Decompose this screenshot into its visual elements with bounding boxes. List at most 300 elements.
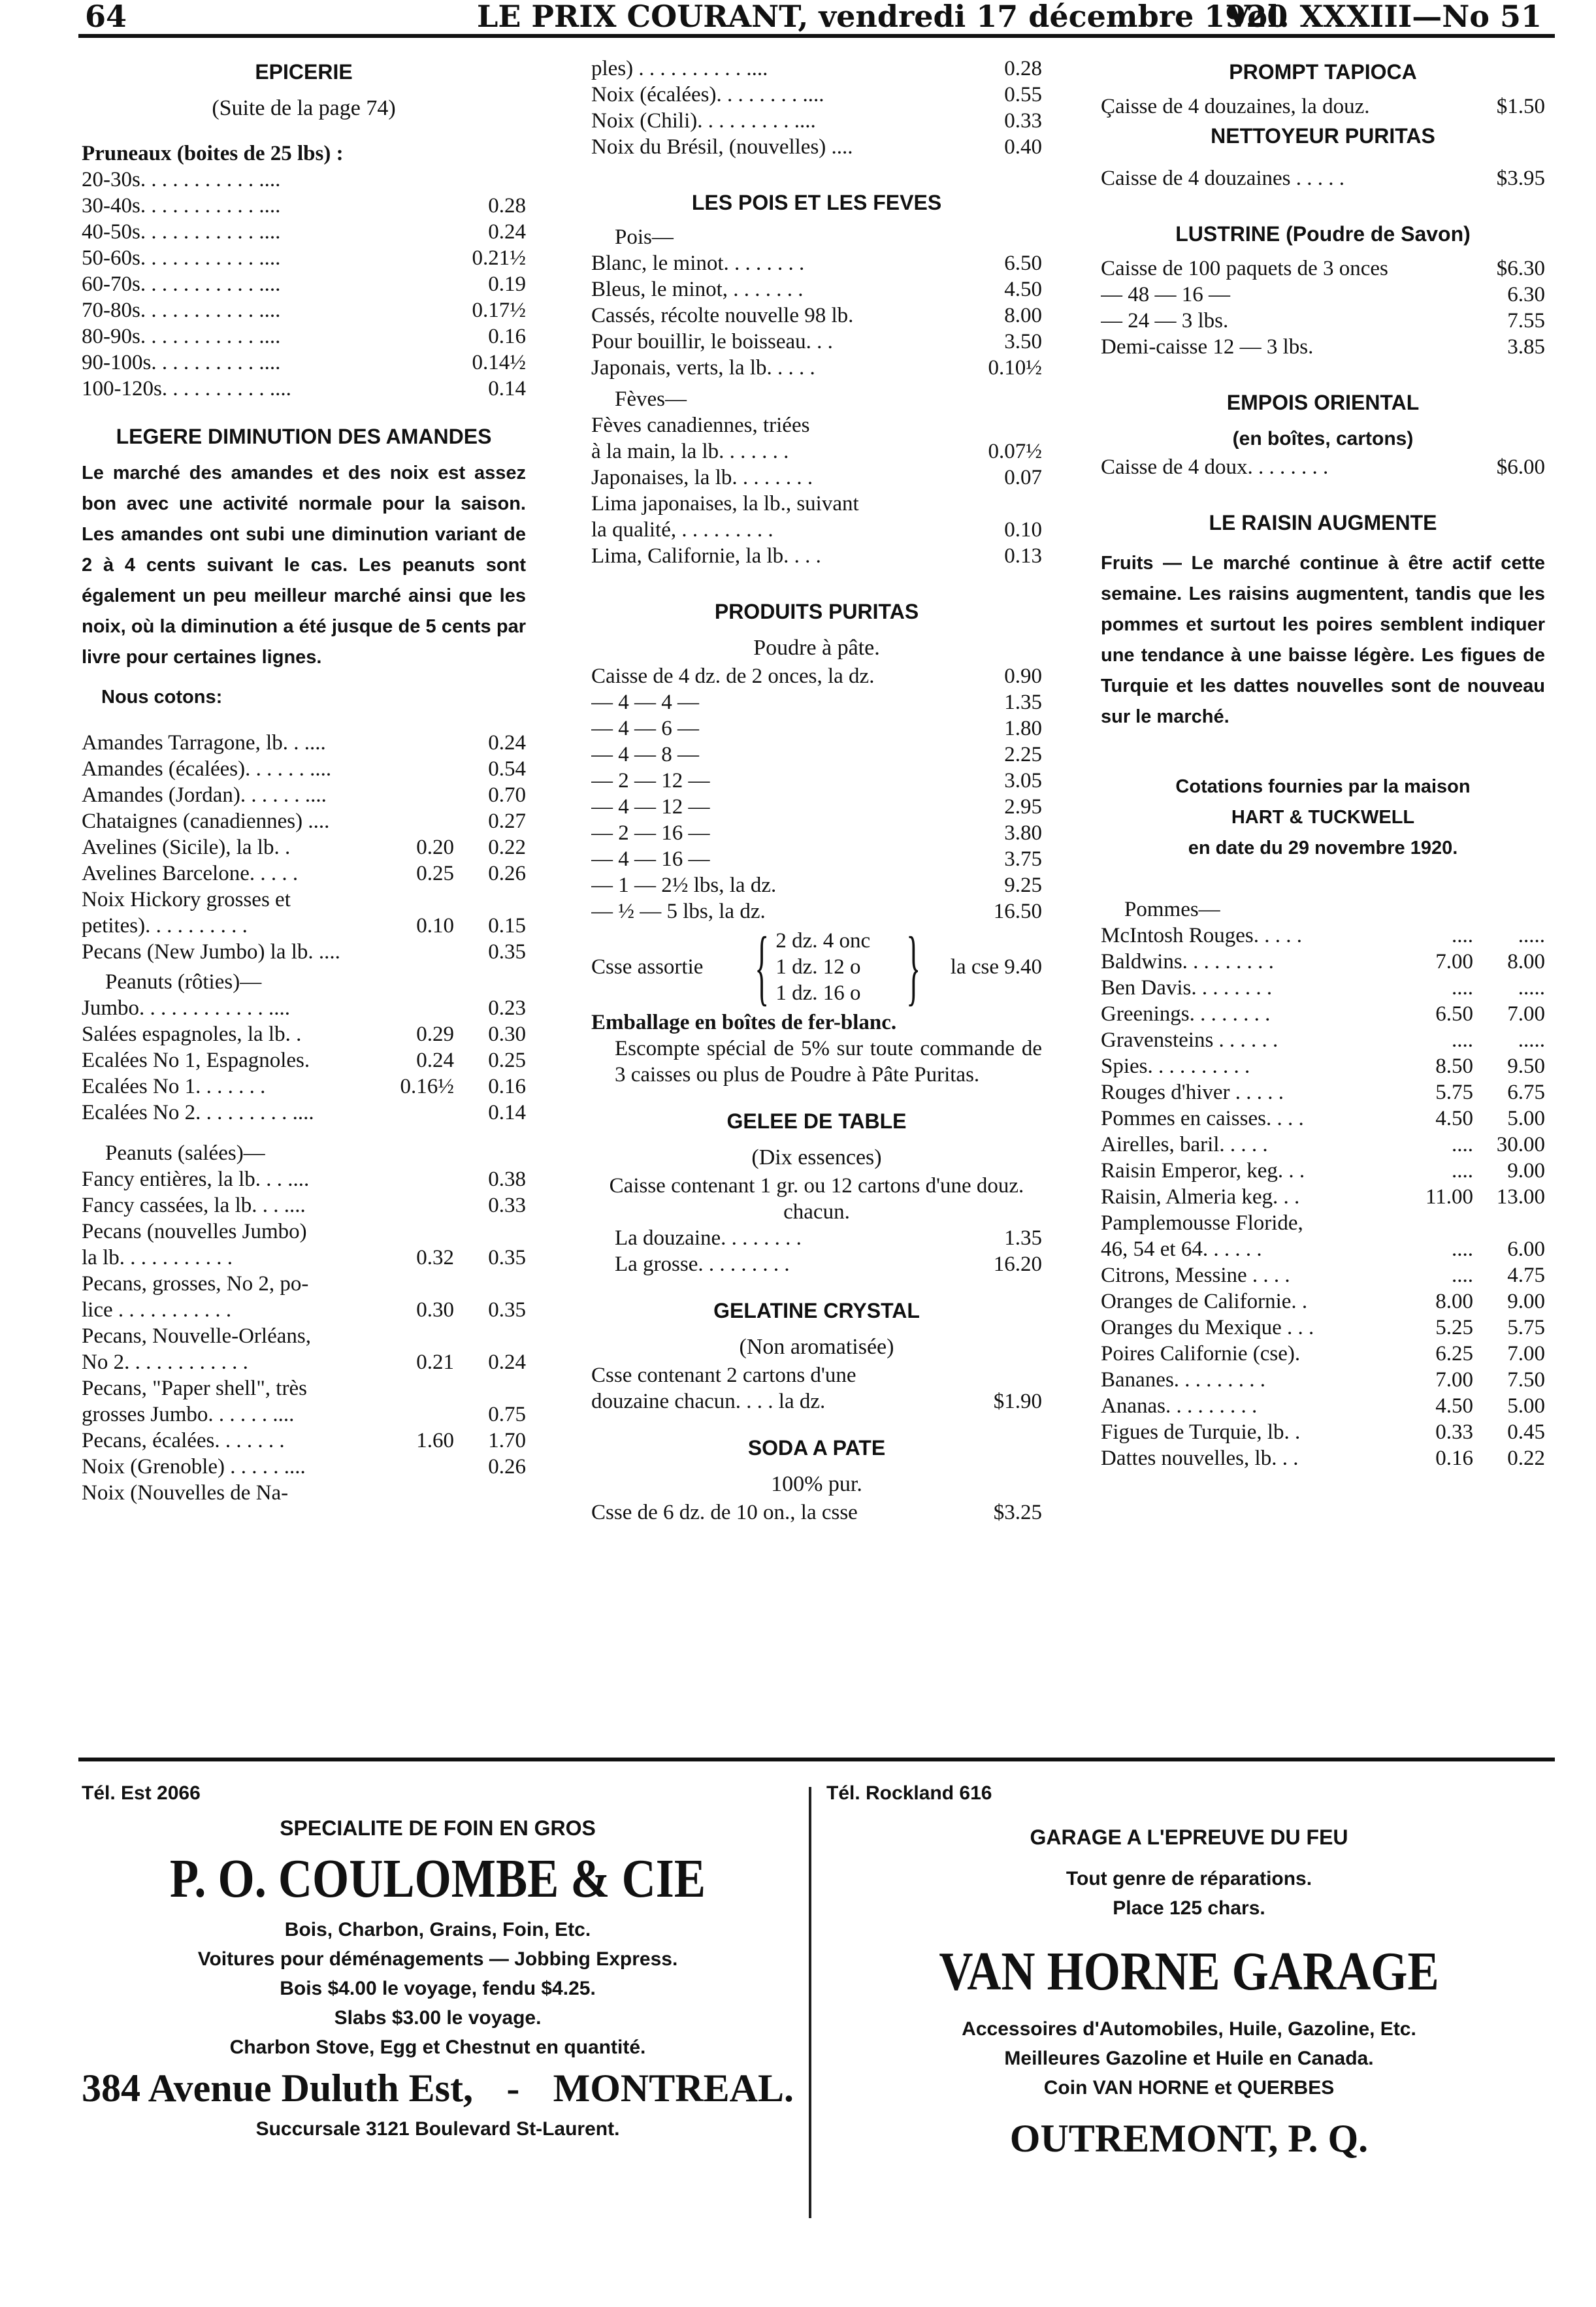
item-label: la qualité, . . . . . . . . . [591, 518, 774, 542]
phone-number: Tél. Est 2066 [82, 1782, 201, 1804]
item-price: 8.00 [1004, 304, 1042, 327]
item-price [454, 167, 526, 193]
item-price [454, 1271, 526, 1297]
price-row [82, 1073, 526, 1100]
price-row [1101, 282, 1545, 308]
price-row [591, 820, 1042, 846]
item-label: Dattes nouvelles, lb. . . [1101, 1447, 1299, 1470]
item-price: 0.22 [1507, 1447, 1545, 1470]
column-1 [82, 56, 526, 1506]
item-label: Rouges d'hiver . . . . . [1101, 1081, 1284, 1104]
peanuts-roasted-list [82, 995, 526, 1126]
item-price: 9.00 [1507, 1159, 1545, 1183]
quote-source [1101, 772, 1545, 864]
item-price: 7.00 [1435, 950, 1473, 974]
item-price: ..... [1518, 1028, 1545, 1052]
fruits-list [1101, 923, 1545, 1471]
item-price: 0.55 [1004, 83, 1042, 106]
item-price: 1.35 [1004, 691, 1042, 714]
item-label: Avelines (Sicile), la lb. . [82, 836, 291, 859]
item-label: Citrons, Messine . . . . [1101, 1264, 1290, 1287]
nettoyeur-price-line: Caisse de 4 douzaines . . . . . $3.95 [1101, 167, 1545, 190]
item-price: 1.70 [488, 1429, 526, 1452]
price-row [82, 1219, 526, 1245]
ad-line: Tout genre de réparations. [1066, 1868, 1312, 1890]
price-row [1101, 1184, 1545, 1210]
item-label: Pecans, Nouvelle-Orléans, [82, 1324, 311, 1348]
item-price: ..... [1518, 924, 1545, 947]
price-row [82, 193, 526, 219]
price-row [82, 860, 526, 887]
pommes-title: Pommes— [1124, 898, 1220, 921]
item-price: 6.00 [1507, 1237, 1545, 1261]
price-row [82, 730, 526, 756]
item-price: 0.22 [488, 836, 526, 859]
item-price [376, 1454, 454, 1480]
item-label: Demi-caisse 12 — 3 lbs. [1101, 335, 1314, 359]
price-row [591, 491, 1042, 517]
nuts-continued-list [591, 56, 1042, 160]
price-row [591, 250, 1042, 276]
item-label: Amandes (écalées). . . . . . .... [82, 757, 332, 781]
item-price [454, 1323, 526, 1349]
pois-title: Pois— [615, 225, 674, 249]
item-price [376, 1192, 454, 1219]
item-price: 0.24 [488, 1350, 526, 1374]
item-label: Noix (Chili). . . . . . . . . .... [591, 109, 816, 133]
city: MONTREAL. [553, 2067, 794, 2110]
item-price: 5.25 [1435, 1316, 1473, 1339]
item-label: — 4 — 6 — [591, 717, 699, 740]
item-label: — 4 — 12 — [591, 795, 710, 819]
item-label: Chataignes (canadiennes) .... [82, 810, 330, 833]
assorted-size: 1 dz. 16 o [775, 981, 861, 1005]
price-row [591, 872, 1042, 898]
ad-line: Voitures pour déménagements — Jobbing Express. [197, 1948, 678, 1970]
item-price: 0.28 [1004, 57, 1042, 80]
price-row [591, 543, 1042, 569]
advertisement-van-horne [826, 1777, 1552, 2168]
price-row [82, 1428, 526, 1454]
item-price: 0.17½ [472, 299, 526, 322]
item-price: 4.75 [1507, 1264, 1545, 1287]
item-label: — 4 — 8 — [591, 743, 699, 766]
item-label: 20-30s. . . . . . . . . . . .... [82, 168, 281, 191]
item-label: — 1 — 2½ lbs, la dz. [591, 874, 777, 897]
price-row [1101, 1105, 1545, 1132]
assorted-brace: { [755, 920, 770, 1014]
item-price: 0.14 [488, 1101, 526, 1124]
item-label: Baldwins. . . . . . . . . [1101, 950, 1274, 974]
item-label: Pommes en caisses. . . . [1101, 1107, 1304, 1130]
ad-line: Bois $4.00 le voyage, fendu $4.25. [280, 1978, 596, 1999]
item-price [454, 1375, 526, 1401]
price-row [591, 438, 1042, 465]
item-label: 70-80s. . . . . . . . . . . .... [82, 299, 281, 322]
price-row [1101, 334, 1545, 360]
price-row [82, 834, 526, 860]
feves-title: Fèves— [615, 387, 687, 411]
item-price: 9.00 [1507, 1290, 1545, 1313]
price-row [591, 742, 1042, 768]
price-row [1101, 1001, 1545, 1027]
item-label: — ½ — 5 lbs, la dz. [591, 900, 766, 923]
price-row [82, 995, 526, 1021]
city: OUTREMONT, P. Q. [1009, 2117, 1369, 2160]
volume-number: Vol. XXXIII—No 51 [1226, 0, 1542, 34]
item-label: Blanc, le minot. . . . . . . . [591, 252, 805, 275]
item-price: 7.00 [1435, 1368, 1473, 1392]
item-price: 0.38 [488, 1168, 526, 1191]
price-row [1101, 1210, 1545, 1236]
price-row [82, 167, 526, 193]
gelatine-subheading: (Non aromatisée) [739, 1335, 894, 1359]
item-price [1395, 1210, 1473, 1236]
street-address: 384 Avenue Duluth Est, [82, 2067, 474, 2110]
item-price: 0.07½ [988, 440, 1042, 463]
item-price: 5.75 [1435, 1081, 1473, 1104]
price-row [1101, 949, 1545, 975]
ad-line: Charbon Stove, Egg et Chestnut en quantité. [229, 2037, 646, 2058]
item-price [376, 730, 454, 756]
item-label: Oranges du Mexique . . . [1101, 1316, 1314, 1339]
price-row [82, 887, 526, 913]
price-row [591, 355, 1042, 381]
item-price: 0.35 [488, 1246, 526, 1269]
price-row [82, 1454, 526, 1480]
item-price: 0.45 [1507, 1420, 1545, 1444]
item-price: 0.29 [416, 1023, 454, 1046]
price-row [591, 1225, 1042, 1251]
item-label: 90-100s. . . . . . . . . . .... [82, 351, 281, 374]
section-heading-puritas: PRODUITS PURITAS [714, 600, 919, 623]
item-price: 2.95 [1004, 795, 1042, 819]
item-label: Pour bouillir, le boisseau. . . [591, 330, 833, 353]
price-row [591, 465, 1042, 491]
price-row [591, 1251, 1042, 1277]
item-price: 0.16 [1435, 1447, 1473, 1470]
price-row [82, 808, 526, 834]
item-price: ..... [1518, 976, 1545, 1000]
item-price: .... [1452, 1237, 1473, 1261]
item-price: 8.50 [1435, 1055, 1473, 1078]
item-price [376, 1100, 454, 1126]
item-label: Japonais, verts, la lb. . . . . [591, 356, 815, 380]
item-price [376, 1166, 454, 1192]
price-row [591, 303, 1042, 329]
price-row [82, 1480, 526, 1506]
item-label: Fancy cassées, la lb. . . .... [82, 1194, 306, 1217]
ad-line: Accessoires d'Automobiles, Huile, Gazoline, Etc. [962, 2018, 1416, 2040]
gelee-text: Caisse contenant 1 gr. ou 12 cartons d'une douz. chacun. [609, 1174, 1024, 1224]
item-label: Amandes (Jordan). . . . . . .... [82, 783, 327, 807]
item-label: — 4 — 16 — [591, 847, 710, 871]
item-label: Fèves canadiennes, triées [591, 414, 810, 437]
item-price: 0.21 [416, 1350, 454, 1374]
item-label: Ecalées No 2. . . . . . . . . .... [82, 1101, 314, 1124]
item-price: 4.50 [1435, 1394, 1473, 1418]
price-row [591, 689, 1042, 715]
item-label: 40-50s. . . . . . . . . . . .... [82, 220, 281, 244]
price-row [1101, 1367, 1545, 1393]
price-row [1101, 255, 1545, 282]
item-label: Raisin, Almeria keg. . . [1101, 1185, 1300, 1209]
price-row [1101, 1027, 1545, 1053]
price-row [1101, 1262, 1545, 1288]
item-label: petites). . . . . . . . . . [82, 914, 248, 938]
soda-subheading: 100% pur. [771, 1472, 862, 1496]
assorted-case [591, 920, 1042, 1014]
item-label: Salées espagnoles, la lb. . [82, 1023, 302, 1046]
raisin-paragraph: Fruits — Le marché continue à être actif cette semaine. Les raisins augmentent, tandis que les pommes et surtout les poires semblent indiquer une tendance à une baisse légère. Les figues de Turquie et les dattes nouvelles sont de nouveau sur le marché. [1101, 553, 1545, 727]
price-row [82, 350, 526, 376]
item-price: 7.55 [1507, 309, 1545, 333]
item-label: Caisse de 100 paquets de 3 onces [1101, 257, 1388, 280]
item-price: 0.30 [488, 1023, 526, 1046]
nous-cotons-label: Nous cotons: [101, 687, 223, 708]
item-price: 3.85 [1507, 335, 1545, 359]
item-label: Bananes. . . . . . . . . [1101, 1368, 1266, 1392]
item-label: Gravensteins . . . . . . [1101, 1028, 1278, 1052]
price-row [82, 913, 526, 939]
item-price: 6.75 [1507, 1081, 1545, 1104]
price-row [1101, 1341, 1545, 1367]
quote-line: en date du 29 novembre 1920. [1188, 838, 1458, 859]
feves-list [591, 412, 1042, 569]
soda-price-line: Csse de 6 dz. de 10 on., la csse $3.25 [591, 1501, 1042, 1524]
item-label: Ben Davis. . . . . . . . [1101, 976, 1273, 1000]
quote-line: Cotations fournies par la maison [1175, 776, 1471, 797]
item-price: 0.13 [1004, 544, 1042, 568]
page-number: 64 [85, 0, 127, 34]
item-price: .... [1452, 1264, 1473, 1287]
item-price: 0.19 [488, 272, 526, 296]
item-label: Fancy entières, la lb. . . .... [82, 1168, 310, 1191]
price-row [1101, 975, 1545, 1001]
assorted-label: Csse assortie [591, 955, 704, 979]
item-label: Bleus, le minot, . . . . . . . [591, 278, 804, 301]
pois-list [591, 250, 1042, 381]
section-heading-almonds: LEGERE DIMINUTION DES AMANDES [116, 425, 492, 448]
price-row [82, 1166, 526, 1192]
puritas-list [591, 663, 1042, 924]
item-price: 5.00 [1507, 1394, 1545, 1418]
emballage-note: Emballage en boîtes de fer-blanc. [591, 1011, 897, 1034]
price-row [82, 1323, 526, 1349]
item-price: $6.30 [1496, 257, 1545, 280]
item-label: ples) . . . . . . . . . . .... [591, 57, 768, 80]
price-row [591, 134, 1042, 160]
item-label: — 4 — 4 — [591, 691, 699, 714]
item-label: Pecans, "Paper shell", très [82, 1377, 307, 1400]
gelee-list [591, 1225, 1042, 1277]
price-row [1101, 923, 1545, 949]
item-price [376, 1323, 454, 1349]
item-label: 80-90s. . . . . . . . . . . .... [82, 325, 281, 348]
item-price: 13.00 [1496, 1185, 1545, 1209]
address-dash: - [506, 2067, 520, 2110]
column-3 [1101, 56, 1545, 1471]
item-price: 0.21½ [472, 246, 526, 270]
item-price: 30.00 [1496, 1133, 1545, 1156]
item-label: Avelines Barcelone. . . . . [82, 862, 299, 885]
item-label: McIntosh Rouges. . . . . [1101, 924, 1302, 947]
section-heading-empois: EMPOIS ORIENTAL [1226, 391, 1420, 414]
item-price: 0.35 [488, 1298, 526, 1322]
price-row [82, 1047, 526, 1073]
item-label: Poires Californie (cse). [1101, 1342, 1301, 1366]
price-row [82, 271, 526, 297]
item-price: 0.28 [488, 194, 526, 218]
section-divider [78, 1758, 1555, 1761]
gelee-subheading: (Dix essences) [751, 1145, 882, 1170]
ad-tagline: SPECIALITE DE FOIN EN GROS [280, 1816, 596, 1840]
item-price: 0.40 [1004, 135, 1042, 159]
prunes-list [82, 167, 526, 402]
item-label: Raisin Emperor, keg. . . [1101, 1159, 1305, 1183]
item-price: 0.24 [488, 731, 526, 755]
item-label: Noix Hickory grosses et [82, 888, 291, 911]
item-label: Jumbo. . . . . . . . . . . . .... [82, 996, 291, 1020]
item-label: Greenings. . . . . . . . [1101, 1002, 1271, 1026]
item-price: 0.14 [488, 377, 526, 401]
item-label: Noix (Nouvelles de Na- [82, 1481, 289, 1505]
item-price: 5.75 [1507, 1316, 1545, 1339]
item-label: Noix (Grenoble) . . . . . .... [82, 1455, 306, 1479]
price-row [591, 794, 1042, 820]
prunes-title: Pruneaux (boites de 25 lbs) : [82, 142, 344, 165]
item-label: Caisse de 4 dz. de 2 onces, la dz. [591, 664, 875, 688]
item-price [376, 1480, 454, 1506]
item-price: 3.80 [1004, 821, 1042, 845]
item-price: 0.24 [488, 220, 526, 244]
item-price: 7.50 [1507, 1368, 1545, 1392]
item-price: 0.25 [488, 1049, 526, 1072]
item-label: Cassés, récolte nouvelle 98 lb. [591, 304, 854, 327]
gelatine-price-line: douzaine chacun. . . . la dz. $1.90 [591, 1390, 1042, 1413]
item-price: 7.00 [1507, 1342, 1545, 1366]
item-price: .... [1452, 924, 1473, 947]
item-price [454, 1480, 526, 1506]
price-row [82, 1021, 526, 1047]
price-row [1101, 1132, 1545, 1158]
item-price: 4.50 [1004, 278, 1042, 301]
advertisement-coulombe [82, 1777, 794, 2144]
item-label: Pecans, écalées. . . . . . . [82, 1429, 285, 1452]
price-row [591, 663, 1042, 689]
item-price [970, 491, 1042, 517]
gelatine-text: Csse contenant 2 cartons d'une [591, 1364, 856, 1387]
company-name: P. O. COULOMBE & CIE [169, 1848, 706, 1909]
ad-line: Bois, Charbon, Grains, Foin, Etc. [284, 1919, 591, 1940]
price-row [82, 782, 526, 808]
item-price [376, 1219, 454, 1245]
section-heading-lustrine: LUSTRINE (Poudre de Savon) [1175, 222, 1471, 246]
item-label: la lb. . . . . . . . . . . [82, 1246, 233, 1269]
item-price: 0.33 [488, 1194, 526, 1217]
item-price: 11.00 [1425, 1185, 1473, 1209]
item-price: 16.20 [993, 1252, 1042, 1276]
section-subheading: (Suite de la page 74) [212, 96, 396, 120]
ad-line: Slabs $3.00 le voyage. [334, 2007, 542, 2029]
item-price: 3.75 [1004, 847, 1042, 871]
item-price: 0.75 [488, 1403, 526, 1426]
section-heading-nettoyeur: NETTOYEUR PURITAS [1211, 124, 1435, 148]
item-price: 0.16 [488, 325, 526, 348]
assorted-size: 1 dz. 12 o [775, 955, 861, 979]
item-label: Airelles, baril. . . . . [1101, 1133, 1268, 1156]
item-label: Figues de Turquie, lb. . [1101, 1420, 1301, 1444]
item-price [376, 887, 454, 913]
empois-subheading: (en boîtes, cartons) [1232, 428, 1414, 450]
price-row [82, 1245, 526, 1271]
item-price: 0.33 [1004, 109, 1042, 133]
item-price: 0.16½ [400, 1075, 454, 1098]
item-price [376, 808, 454, 834]
assorted-price: la cse 9.40 [950, 955, 1042, 979]
peanuts-salted-list [82, 1166, 526, 1506]
item-price: 0.26 [488, 1455, 526, 1479]
item-label: Lima, Californie, la lb. . . . [591, 544, 821, 568]
item-price: 0.23 [488, 996, 526, 1020]
price-row [1101, 1079, 1545, 1105]
branch-address: Succursale 3121 Boulevard St-Laurent. [255, 2118, 620, 2140]
item-price [376, 756, 454, 782]
price-row [82, 1349, 526, 1375]
item-price: 8.00 [1507, 950, 1545, 974]
section-heading-soda: SODA A PATE [747, 1436, 886, 1460]
item-price [376, 995, 454, 1021]
item-price: 1.80 [1004, 717, 1042, 740]
company-name: VAN HORNE GARAGE [939, 1941, 1439, 2002]
item-price [376, 782, 454, 808]
item-label: No 2. . . . . . . . . . . . [82, 1350, 248, 1374]
price-row [591, 329, 1042, 355]
price-row [1101, 1393, 1545, 1419]
ad-divider [809, 1787, 811, 2218]
section-heading-tapioca: PROMPT TAPIOCA [1229, 60, 1417, 84]
section-heading-raisin: LE RAISIN AUGMENTE [1209, 511, 1437, 534]
item-price: 3.05 [1004, 769, 1042, 793]
price-row [591, 846, 1042, 872]
item-label: lice . . . . . . . . . . . [82, 1298, 232, 1322]
item-label: 46, 54 et 64. . . . . . [1101, 1237, 1262, 1261]
item-price: .... [1452, 1133, 1473, 1156]
item-label: 30-40s. . . . . . . . . . . .... [82, 194, 281, 218]
item-label: Pecans, grosses, No 2, po- [82, 1272, 309, 1296]
item-label: Noix (écalées). . . . . . . . .... [591, 83, 824, 106]
item-label: Japonaises, la lb. . . . . . . . [591, 466, 813, 489]
item-price [376, 1375, 454, 1401]
price-row [591, 276, 1042, 303]
item-label: — 48 — 16 — [1101, 283, 1230, 306]
assorted-size: 2 dz. 4 onc [775, 929, 871, 953]
price-row [82, 1375, 526, 1401]
item-price: 0.20 [416, 836, 454, 859]
section-heading-epicerie: EPICERIE [255, 60, 353, 84]
assorted-sizes [775, 928, 906, 1006]
item-price: 6.50 [1004, 252, 1042, 275]
publication-title: LE PRIX COURANT, vendredi 17 décembre 1920 [477, 0, 1288, 34]
price-row [82, 297, 526, 323]
price-row [1101, 1445, 1545, 1471]
item-label: Ananas. . . . . . . . . [1101, 1394, 1258, 1418]
price-row [591, 82, 1042, 108]
item-price: 0.10 [416, 914, 454, 938]
item-label: — 24 — 3 lbs. [1101, 309, 1229, 333]
price-row [591, 517, 1042, 543]
price-row [82, 245, 526, 271]
